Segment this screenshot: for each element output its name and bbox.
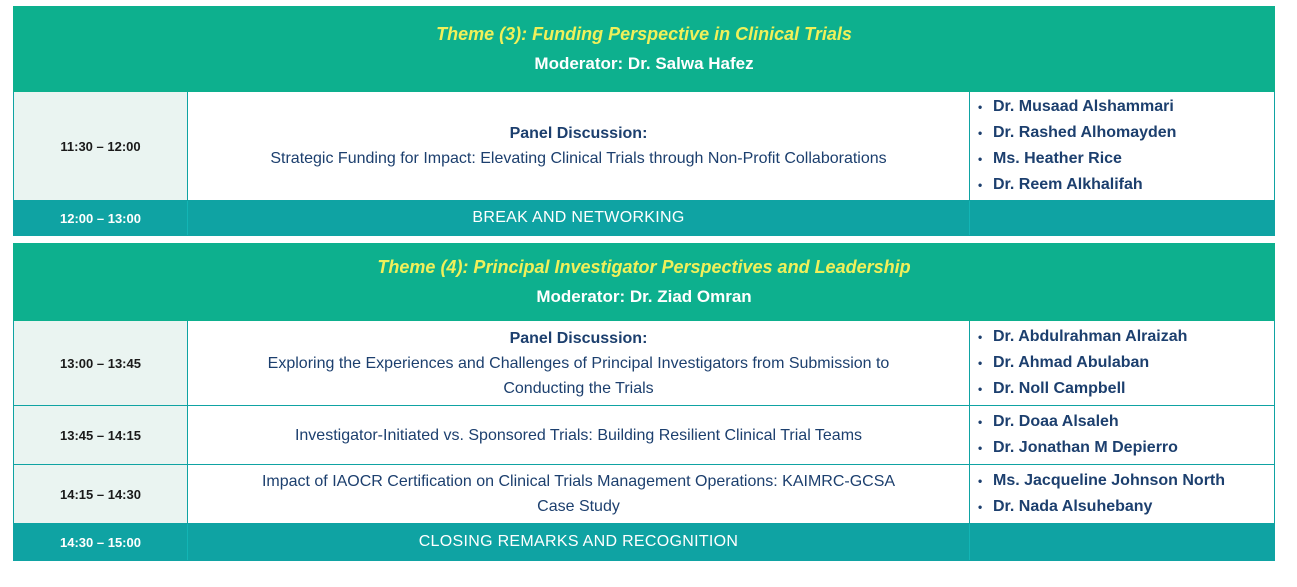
closing-text: CLOSING REMARKS AND RECOGNITION bbox=[188, 524, 970, 561]
session-title-line: Conducting the Trials bbox=[503, 379, 654, 397]
speaker-item: • Dr. Jonathan M Depierro bbox=[978, 439, 1178, 456]
speaker-item: • Ms. Jacqueline Johnson North bbox=[978, 472, 1226, 489]
speaker-item: • Dr. Rashed Alhomayden bbox=[978, 124, 1177, 141]
session-title-line: Case Study bbox=[537, 498, 620, 515]
speaker-item: • Dr. Doaa Alsaleh bbox=[978, 413, 1119, 430]
session-row bbox=[14, 465, 1275, 524]
speaker-item: • Dr. Reem Alkhalifah bbox=[978, 176, 1143, 193]
speaker-item: • Ms. Heather Rice bbox=[978, 150, 1122, 167]
theme-3-block bbox=[13, 6, 1274, 236]
break-row bbox=[14, 201, 1275, 236]
session-row bbox=[14, 406, 1275, 465]
session-label: Panel Discussion: bbox=[509, 125, 648, 142]
break-time: 12:00 – 13:00 bbox=[14, 201, 188, 236]
speaker-item: • Dr. Abdulrahman Alraizah bbox=[978, 328, 1188, 345]
break-text: BREAK AND NETWORKING bbox=[188, 201, 970, 236]
theme-moderator: Moderator: Dr. Ziad Omran bbox=[536, 287, 752, 306]
session-title-line: Exploring the Experiences and Challenges of Principal Investigators from Submission to bbox=[267, 354, 890, 372]
schedule-table-theme-4 bbox=[13, 243, 1275, 561]
theme-header-row bbox=[14, 7, 1275, 92]
speaker-list bbox=[978, 409, 1274, 461]
speaker-item: • Dr. Ahmad Abulaban bbox=[978, 354, 1150, 371]
session-time: 13:00 – 13:45 bbox=[14, 321, 188, 406]
theme-moderator: Moderator: Dr. Salwa Hafez bbox=[534, 54, 754, 73]
speaker-list bbox=[978, 468, 1274, 520]
session-time: 13:45 – 14:15 bbox=[14, 406, 188, 465]
session-time: 14:15 – 14:30 bbox=[14, 465, 188, 524]
theme-header bbox=[14, 7, 1275, 92]
speakers-cell bbox=[970, 92, 1275, 201]
theme-title: Theme (4): Principal Investigator Perspectives and Leadership bbox=[377, 257, 911, 277]
closing-empty-cell bbox=[970, 524, 1275, 561]
speakers-cell bbox=[970, 465, 1275, 524]
session-title-line: Strategic Funding for Impact: Elevating Clinical Trials through Non-Profit Collaborations bbox=[270, 150, 887, 167]
speakers-cell bbox=[970, 321, 1275, 406]
session-title-line: Investigator-Initiated vs. Sponsored Trials: Building Resilient Clinical Trial Teams bbox=[294, 426, 863, 444]
speaker-item: • Dr. Noll Campbell bbox=[978, 380, 1126, 397]
session-title-line: Impact of IAOCR Certification on Clinical Trials Management Operations: KAIMRC-GCSA bbox=[261, 473, 896, 490]
session-time: 11:30 – 12:00 bbox=[14, 92, 188, 201]
session-cell bbox=[188, 406, 970, 465]
speaker-list bbox=[978, 94, 1274, 198]
session-cell bbox=[188, 465, 970, 524]
schedule-table-theme-3 bbox=[13, 6, 1275, 236]
session-row bbox=[14, 92, 1275, 201]
speakers-cell bbox=[970, 406, 1275, 465]
speaker-item: • Dr. Musaad Alshammari bbox=[978, 98, 1174, 115]
theme-header bbox=[14, 244, 1275, 321]
closing-row bbox=[14, 524, 1275, 561]
theme-title: Theme (3): Funding Perspective in Clinical Trials bbox=[436, 24, 852, 44]
closing-time: 14:30 – 15:00 bbox=[14, 524, 188, 561]
session-label: Panel Discussion: bbox=[509, 329, 648, 347]
theme-4-block bbox=[13, 243, 1274, 561]
session-cell bbox=[188, 321, 970, 406]
session-row bbox=[14, 321, 1275, 406]
session-cell bbox=[188, 92, 970, 201]
break-empty-cell bbox=[970, 201, 1275, 236]
theme-header-row bbox=[14, 244, 1275, 321]
speaker-list bbox=[978, 324, 1274, 402]
speaker-item: • Dr. Nada Alsuhebany bbox=[978, 498, 1153, 515]
